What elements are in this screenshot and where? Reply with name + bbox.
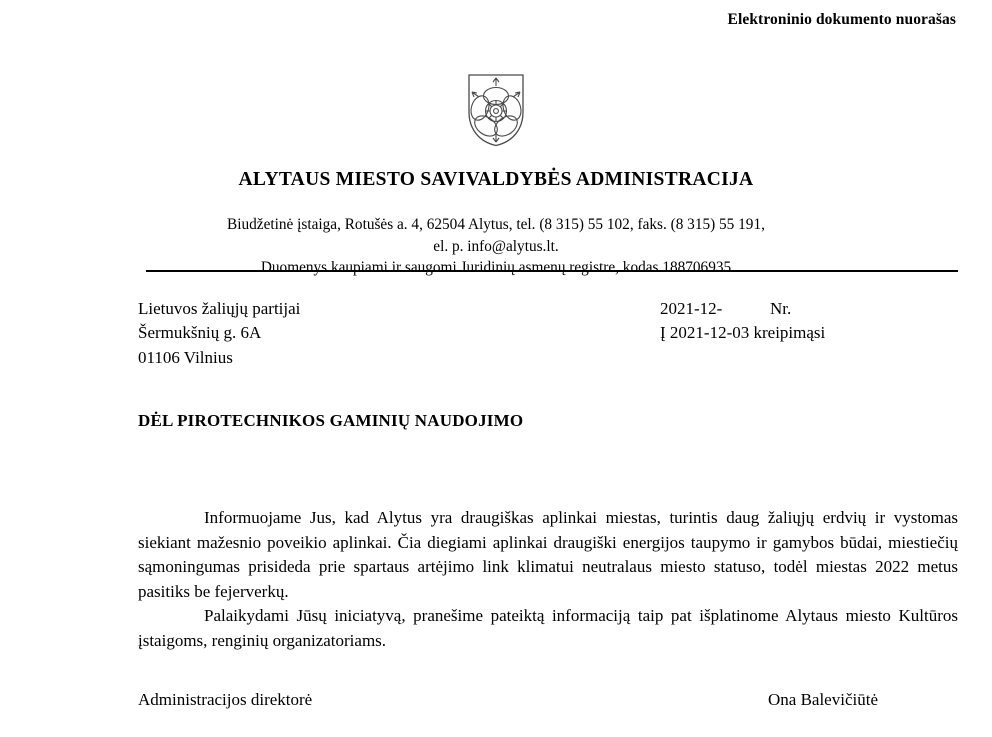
reference-block <box>660 297 825 346</box>
addressee-organization: Lietuvos žaliųjų partijai <box>138 299 301 318</box>
document-subject: DĖL PIROTECHNIKOS GAMINIŲ NAUDOJIMO <box>138 411 524 430</box>
institution-title: ALYTAUS MIESTO SAVIVALDYBĖS ADMINISTRACIJA <box>238 169 754 190</box>
body-paragraph-1: Informuojame Jus, kad Alytus yra draugiškas aplinkai miestas, turintis daug žaliųjų erdvių ir vystomas siekiant mažesnio poveikio aplinkai. Čia diegiami aplinkai draugiški energijos taupymo ir gamybos būdai, miestiečių sąmoningumas prisideda prie spartaus artėjimo link klimatui neutralaus miesto statuso, todėl miestas 2022 metus pasitiks be fejerverkų. <box>138 508 958 601</box>
letterhead-line-address: Biudžetinė įstaiga, Rotušės a. 4, 62504 Alytus, tel. (8 315) 55 102, faks. (8 315) 55 191, <box>227 216 765 233</box>
reference-number-label: Nr. <box>770 299 792 318</box>
letterhead-contact-block <box>0 214 992 279</box>
letterhead-line-registry: Duomenys kaupiami ir saugomi Juridinių asmenų registre, kodas 188706935 <box>260 259 732 276</box>
signatory-name: Ona Balevičiūtė <box>768 690 878 709</box>
addressee-street: Šermukšnių g. 6A <box>138 323 262 343</box>
letterhead-line-email: el. p. info@alytus.lt. <box>433 237 559 255</box>
emblem-container <box>0 72 992 148</box>
addressee-city: 01106 Vilnius <box>138 347 233 367</box>
addressee-block <box>138 297 300 370</box>
reference-date-row <box>660 297 825 321</box>
alytus-coat-of-arms-icon <box>465 72 527 148</box>
electronic-copy-notice: Elektroninio dokumento nuorašas <box>727 11 956 28</box>
signatory-title: Administracijos direktorė <box>138 690 313 709</box>
body-paragraph-2: Palaikydami Jūsų iniciatyvą, pranešime pateiktą informaciją taip pat išplatinome Alytaus miesto Kultūros įstaigoms, renginių organizatoriams. <box>138 606 958 650</box>
reference-reply-to: Į 2021-12-03 kreipimąsi <box>660 323 826 343</box>
document-body <box>138 506 958 654</box>
letterhead-divider <box>146 270 958 272</box>
reference-date: 2021-12- <box>660 299 723 318</box>
